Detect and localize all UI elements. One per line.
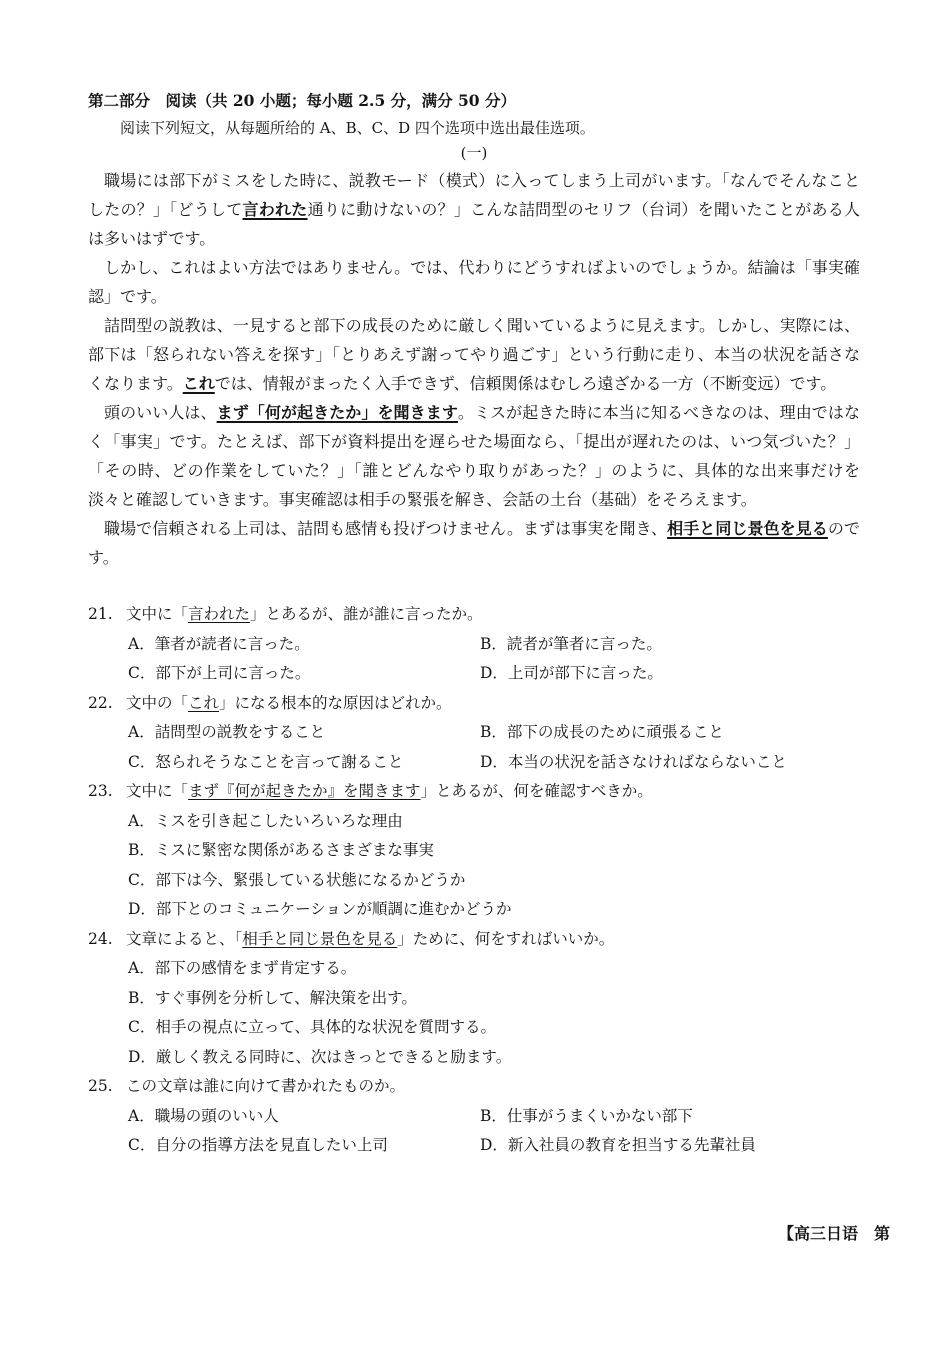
question-stem: 25. この文章は誰に向けて書かれたものか。 xyxy=(88,1072,860,1102)
question-stem: 24. 文章によると、「相手と同じ景色を見る」ために、何をすればいいか。 xyxy=(88,925,860,955)
passage-paragraph-5: 職場で信頼される上司は、詰問も感情も投げつけません。まずは事実を聞き、相手と同じ景色を見るのです。 xyxy=(88,519,860,567)
passage-paragraph-1: 職場には部下がミスをした時に、説教モード（模式）に入ってしまう上司がいます。「なんでそんなことしたの？」「どうして言われた通りに動けないの？」こんな詰問型のセリフ（台词）を聞いたことがある人は多いはずです。 xyxy=(88,171,860,248)
reading-passage xyxy=(88,166,860,572)
option-group xyxy=(88,954,860,1072)
question-stem: 22. 文中の「これ」になる根本的な原因はどれか。 xyxy=(88,689,860,719)
option-d: D．部下とのコミュニケーションが順調に進むかどうか xyxy=(128,900,512,918)
option-group xyxy=(88,718,860,777)
question-23 xyxy=(88,777,860,925)
option-d: D．厳しく教える同時に、次はきっとできると励ます。 xyxy=(128,1047,512,1066)
question-22 xyxy=(88,689,860,778)
question-21 xyxy=(88,600,860,689)
underlined-phrase-kore: これ xyxy=(182,374,215,393)
option-c: C．自分の指導方法を見直したい上司 xyxy=(128,1136,388,1154)
passage-paragraph-4: 頭のいい人は、まず「何が起きたか」を聞きます。ミスが起きた時に本当に知るべきなのは、理由ではなく「事実」です。たとえば、部下が資料提出を遅らせた場面なら、「提出が遅れたのは、いつ気づいた？」「その時、どの作業をしていた？」「誰とどんなやり取りがあった？」のように、具体的な出来事だけを淡々と確認していきます。事実確認は相手の緊張を解き、会話の土台（基础）をそろえます。 xyxy=(88,403,860,509)
question-stem: 23. 文中に「まず『何が起きたか』を聞きます」とあるが、何を確認すべきか。 xyxy=(88,777,860,807)
passage-number: (一) xyxy=(460,144,488,162)
option-b: B．すぐ事例を分析して、解決策を出す。 xyxy=(128,988,417,1007)
question-number: 25. xyxy=(88,1077,113,1095)
passage-paragraph-2: しかし、これはよい方法ではありません。では、代わりにどうすればよいのでしょうか。結論は「事実確認」です。 xyxy=(88,258,860,306)
option-a: A．部下の感情をまず肯定する。 xyxy=(128,959,357,977)
option-a: A．職場の頭のいい人 xyxy=(128,1106,279,1125)
option-b: B．仕事がうまくいかない部下 xyxy=(480,1106,693,1125)
option-group xyxy=(88,630,860,689)
question-24 xyxy=(88,925,860,1073)
question-25 xyxy=(88,1072,860,1161)
option-group xyxy=(88,807,860,925)
question-stem: 21. 文中に「言われた」とあるが、誰が誰に言ったか。 xyxy=(88,600,860,630)
option-c: C．部下は今、緊張している状態になるかどうか xyxy=(128,870,466,889)
option-c: C．部下が上司に言った。 xyxy=(128,664,311,682)
question-number: 24. xyxy=(88,929,113,948)
underlined-phrase-mazu: まず「何が起きたか」を聞きます xyxy=(216,403,458,422)
option-d: D．新入社員の教育を担当する先輩社員 xyxy=(480,1136,756,1154)
passage-paragraph-3: 詰問型の説教は、一見すると部下の成長のために厳しく聞いているように見えます。しかし、実際には、部下は「怒られない答えを探す」「とりあえず謝ってやり過ごす」という行動に走り、本当の状況を話さなくなります。これでは、情報がまったく入手できず、信頼関係はむしろ遠ざかる一方（不断变远）です。 xyxy=(88,316,860,393)
option-group xyxy=(88,1102,860,1161)
exam-page xyxy=(88,90,860,1161)
underlined-phrase-keshiki: 相手と同じ景色を見る xyxy=(667,519,828,538)
option-c: C．相手の視点に立って、具体的な状況を質問する。 xyxy=(128,1018,497,1036)
question-list xyxy=(88,600,860,1161)
option-a: A．詰問型の説教をすること xyxy=(128,723,326,741)
page-footer: 【高三日语 第 xyxy=(778,1224,891,1243)
option-d: D．上司が部下に言った。 xyxy=(480,664,663,682)
instruction-text: 阅读下列短文，从每题所给的 A、B、C、D 四个选项中选出最佳选项。 xyxy=(120,119,595,137)
question-number: 21. xyxy=(88,605,113,623)
question-number: 22. xyxy=(88,693,113,712)
option-a: A．筆者が読者に言った。 xyxy=(128,634,310,653)
section-heading: 第二部分 阅读（共 20 小题；每小题 2.5 分，满分 50 分） xyxy=(88,91,516,110)
option-a: A．ミスを引き起こしたいろいろな理由 xyxy=(128,811,403,830)
option-b: B．部下の成長のために頑張ること xyxy=(480,723,724,741)
option-b: B．ミスに緊密な関係があるさまざまな事実 xyxy=(128,841,434,859)
underlined-phrase-iwareta: 言われた xyxy=(242,200,308,219)
option-d: D．本当の状況を話さなければならないこと xyxy=(480,752,787,771)
option-b: B．読者が筆者に言った。 xyxy=(480,634,662,653)
question-number: 23. xyxy=(88,782,113,800)
option-c: C．怒られそうなことを言って謝ること xyxy=(128,752,404,771)
